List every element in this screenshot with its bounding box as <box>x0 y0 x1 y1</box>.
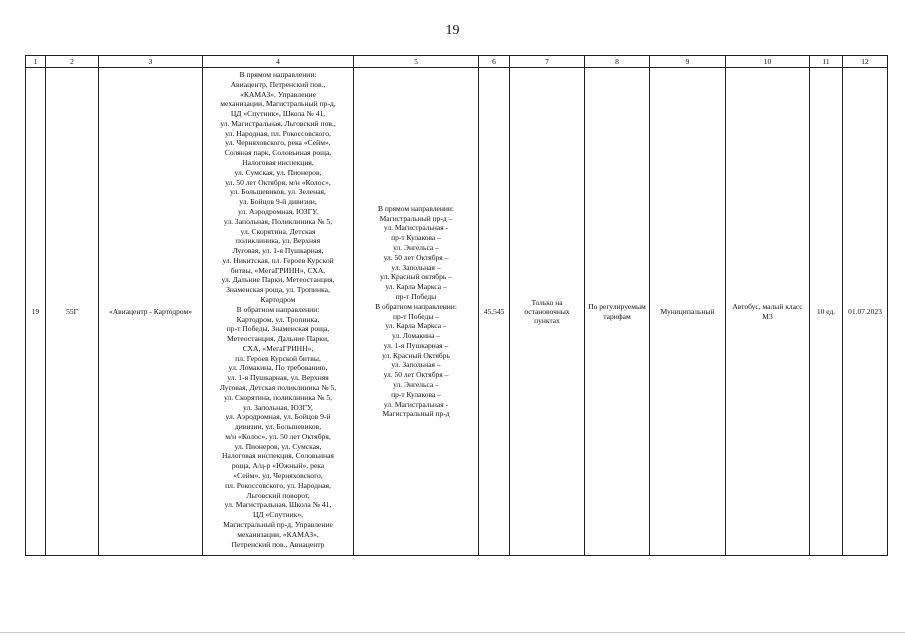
text-line: СХА, «МегаГРИНН», <box>242 343 314 353</box>
route-streets-list <box>354 68 479 556</box>
route-name: «Авиацентр - Картодром» <box>99 68 203 556</box>
start-date: 01.07.2023 <box>843 68 888 556</box>
text-line: Картодром, ул. Тропинка, <box>236 314 320 324</box>
page-number: 19 <box>445 23 460 38</box>
text-line: ул. Запольная, Поликлиника № 5, <box>223 216 333 226</box>
text-line: ул. Народная, пл. Рокоссовского, <box>225 128 331 138</box>
text-line: ул. Карла Маркса – <box>385 321 447 331</box>
text-line: ул. Энгельса – <box>393 380 439 390</box>
text-line: пл. Героев Курской битвы, <box>235 353 321 363</box>
column-number-cell: 11 <box>810 56 843 68</box>
stop-order: Только на остановочных пунктах <box>510 68 585 556</box>
text-line: дивизии, ул. Большевиков, <box>234 422 322 432</box>
text-line: пр-т Победы – <box>392 311 439 321</box>
text-line: пр-т Кулакова – <box>391 233 441 243</box>
text-line: пл. Рокоссовского, ул. Народная, <box>225 480 331 490</box>
text-line: Знаменская роща, ул. Тропинка, <box>226 285 330 295</box>
column-number-cell: 7 <box>510 56 585 68</box>
text-line: Метеостанция, Дальние Парки, <box>227 334 329 344</box>
text-line: ул. Красный Октябрь <box>382 350 450 360</box>
text-line: ул. Энгельса – <box>393 242 439 252</box>
column-number-cell: 1 <box>26 56 46 68</box>
text-line: ул. Магистральная, Льговский пов., <box>220 118 336 128</box>
text-line: ул. Пионеров, ул. Сумская, <box>234 441 322 451</box>
text-line: ул. 50 лет Октября – <box>383 370 449 380</box>
text-line: «Сейм», ул. Черняховского, <box>233 471 323 481</box>
text-line: битвы, «МегаГРИНН», СХА, <box>230 265 326 275</box>
text-line: пр-т Победы <box>395 291 437 301</box>
text-line: ЦД «Спутник», <box>252 510 304 520</box>
text-line: ул. Бойцов 9-й дивизии, <box>239 197 317 207</box>
text-line: пр-т Кулакова – <box>391 389 441 399</box>
text-line: пр-т Победы, Знаменская роща, <box>226 324 330 334</box>
column-number-cell: 2 <box>46 56 99 68</box>
text-line: механизации, «КАМАЗ», <box>237 529 319 539</box>
column-number-cell: 3 <box>99 56 203 68</box>
text-line: Картодром <box>260 294 296 304</box>
route-length: 45,545 <box>479 68 510 556</box>
route-registry-table <box>25 55 888 556</box>
column-number-row <box>26 56 888 68</box>
text-line: Налоговая инспекция, Соловьиная <box>222 451 334 461</box>
text-line: роща, А/ц-р «Южный», река <box>231 461 325 471</box>
row-sequence-number: 19 <box>26 68 46 556</box>
text-line: В прямом направлении: <box>239 70 317 79</box>
text-line: Петренский пов., Авиацентр <box>231 539 325 549</box>
text-line: ул. Запольная – <box>391 360 441 370</box>
text-line: ул. Аэродромная, ул. Бойцов 9-й <box>225 412 331 422</box>
text-line: Льговский поворот, <box>246 490 310 500</box>
text-line: Налоговая инспекция, <box>242 158 314 168</box>
route-number: 55Г <box>46 68 99 556</box>
table-row <box>26 68 888 556</box>
route-stops-list <box>203 68 354 556</box>
text-line: ул. Дальние Парки, Метеостанция, <box>221 275 335 285</box>
text-line: ул. Большевиков, ул. Зеленая, <box>230 187 326 197</box>
text-line: ул. Никитская, пл. Героев Курской <box>222 255 334 265</box>
text-line: ул. Красный октябрь – <box>380 272 452 282</box>
text-line: ул. Магистральная, Школа № 41, <box>224 500 332 510</box>
text-line: м/н «Колос», ул. 50 лет Октября, <box>225 431 331 441</box>
text-line: Магистральный пр-д – <box>379 213 453 223</box>
vehicle-class: Автобус, малый класс М3 <box>726 68 810 556</box>
text-line: ул. 50 лет Октября – <box>383 252 449 262</box>
text-line: ЦД «Спутник», Школа № 41, <box>230 109 326 119</box>
text-line: Луговая, Детская поликлиника № 5, <box>219 383 337 392</box>
text-line: ул. Карла Маркса – <box>385 282 447 292</box>
text-line: ул. Ломакина – <box>391 331 441 341</box>
text-line: В прямом направлении: <box>377 203 455 213</box>
column-number-cell: 10 <box>726 56 810 68</box>
text-line: ул. Черняховского, река «Сейм», <box>225 138 331 148</box>
text-line: ул. Аэродромная, ЮЗГУ, <box>237 206 319 216</box>
text-line: ул. Ломакина, По требованию, <box>228 363 328 373</box>
column-number-cell: 8 <box>585 56 650 68</box>
text-line: Магистральный пр-д, Управление <box>223 519 333 529</box>
text-line: В обратном направлении: <box>236 304 320 314</box>
text-line: ул. Магистральная - <box>383 223 449 233</box>
text-line: Авиацентр, Петренский пов., <box>230 79 326 89</box>
bottom-divider <box>0 632 905 633</box>
text-line: Соляная парк, Соловьиная роща, <box>224 148 332 158</box>
text-line: ул. Запольная – <box>391 262 441 272</box>
transport-kind: Муниципальный <box>650 68 726 556</box>
column-number-cell: 12 <box>843 56 888 68</box>
text-line: ул. Запольная, ЮЗГУ, <box>243 402 313 412</box>
text-line: ул. 1-я Пушкарная – <box>383 340 449 350</box>
text-line: В обратном направлении: <box>375 301 457 311</box>
tariff-type: По регулируемым тарифам <box>585 68 650 556</box>
vehicle-count: 10 ед. <box>810 68 843 556</box>
text-line: ул. Магистральная - <box>383 399 449 409</box>
text-line: Магистральный пр-д <box>382 409 450 419</box>
text-line: ул. 50 лет Октября, м/н «Колос», <box>225 177 331 187</box>
column-number-cell: 4 <box>203 56 354 68</box>
text-line: ул. 1-я Пушкарная, ул. Верхняя <box>227 373 329 383</box>
column-number-cell: 6 <box>479 56 510 68</box>
text-line: ул. Сумская, ул. Пионеров, <box>234 167 322 177</box>
text-line: ул. Скорятина, Детская <box>240 226 316 236</box>
text-line: поликлиника, ул. Верхняя <box>235 236 321 246</box>
text-line: механизации, Магистральный пр-д, <box>220 99 336 109</box>
text-line: «КАМАЗ», Управление <box>240 89 316 99</box>
text-line: ул. Скорятина, поликлиника № 5, <box>223 392 333 402</box>
column-number-cell: 5 <box>354 56 479 68</box>
text-line: Луговая, ул. 1-я Пушкарная, <box>232 246 324 256</box>
column-number-cell: 9 <box>650 56 726 68</box>
